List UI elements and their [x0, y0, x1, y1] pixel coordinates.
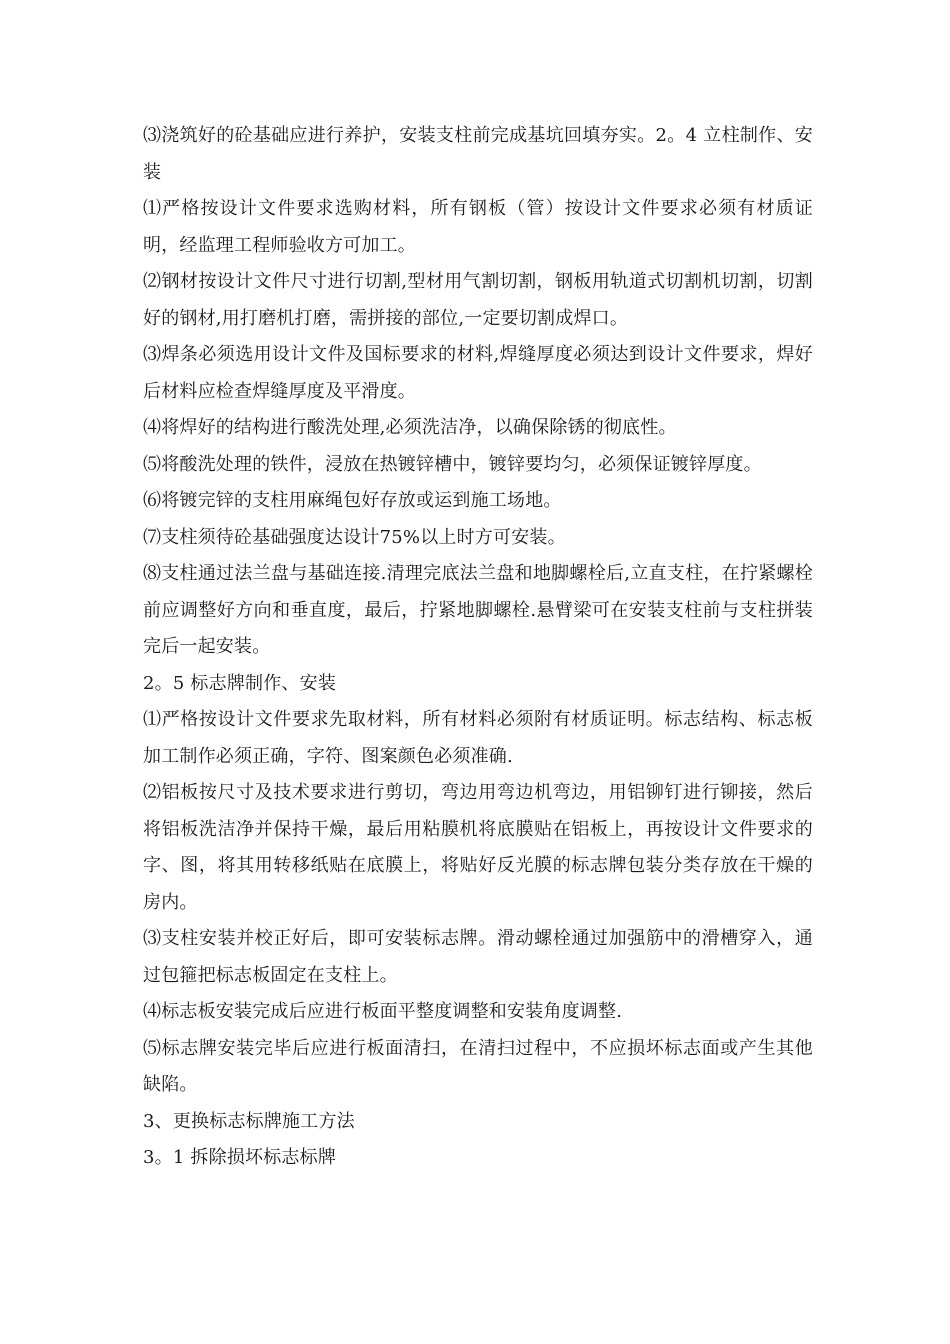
paragraph-3-welding: ⑶焊条必须选用设计文件及国标要求的材料,焊缝厚度必须达到设计文件要求，焊好后材料应检查焊缝厚度及平滑度。	[143, 344, 813, 402]
section-heading-3-1: 3。1 拆除损坏标志标牌	[143, 1147, 337, 1168]
paragraph-7-strength-requirement: ⑺支柱须待砼基础强度达设计75%以上时方可安装。	[143, 526, 566, 548]
paragraph-5-cleaning: ⑸标志牌安装完毕后应进行板面清扫，在清扫过程中，不应损坏标志面或产生其他缺陷。	[143, 1037, 813, 1095]
section-heading-2-5: 2。5 标志牌制作、安装	[143, 672, 337, 694]
paragraph-1-material-purchase: ⑴严格按设计文件要求选购材料，所有钢板（管）按设计文件要求必须有材质证明，经监理工程师验收方可加工。	[143, 198, 813, 256]
paragraph-2-aluminum-plate: ⑵铝板按尺寸及技术要求进行剪切，弯边用弯边机弯边，用铝铆钉进行铆接，然后将铝板洗洁净并保持干燥，最后用粘膜机将底膜贴在铝板上，再按设计文件要求的字、图，将其用转移纸贴在底膜上，将贴好反光膜的标志牌包装分类存放在干燥的房内。	[143, 782, 813, 913]
document-body	[143, 118, 813, 1177]
paragraph-6-storage: ⑹将镀完锌的支柱用麻绳包好存放或运到施工场地。	[143, 490, 562, 511]
paragraph-8-flange-connection: ⑻支柱通过法兰盘与基础连接.清理完底法兰盘和地脚螺栓后,立直支柱，在拧紧螺栓前应调整好方向和垂直度，最后，拧紧地脚螺栓.悬臂梁可在安装支柱前与支柱拼装完后一起安装。	[143, 563, 813, 657]
paragraph-5-galvanizing: ⑸将酸洗处理的铁件，浸放在热镀锌槽中，镀锌要均匀，必须保证镀锌厚度。	[143, 453, 762, 475]
section-heading-3: 3、更换标志标牌施工方法	[143, 1110, 355, 1132]
paragraph-4-flatness-adjustment: ⑷标志板安装完成后应进行板面平整度调整和安装角度调整.	[143, 1001, 623, 1022]
paragraph-2-steel-cutting: ⑵钢材按设计文件尺寸进行切割,型材用气割切割，钢板用轨道式切割机切割，切割好的钢材,用打磨机打磨，需拼接的部位,一定要切割成焊口。	[143, 271, 813, 329]
paragraph-3-foundation-curing: ⑶浇筑好的砼基础应进行养护，安装支柱前完成基坑回填夯实。2。4 立柱制作、安装	[143, 125, 813, 183]
paragraph-4-pickling: ⑷将焊好的结构进行酸洗处理,必须洗洁净，以确保除锈的彻底性。	[143, 417, 677, 438]
paragraph-3-sign-installation: ⑶支柱安装并校正好后，即可安装标志牌。滑动螺栓通过加强筋中的滑槽穿入，通过包箍把标志板固定在支柱上。	[143, 928, 813, 986]
paragraph-1-sign-materials: ⑴严格按设计文件要求先取材料，所有材料必须附有材质证明。标志结构、标志板加工制作必须正确，字符、图案颜色必须准确.	[143, 709, 813, 767]
